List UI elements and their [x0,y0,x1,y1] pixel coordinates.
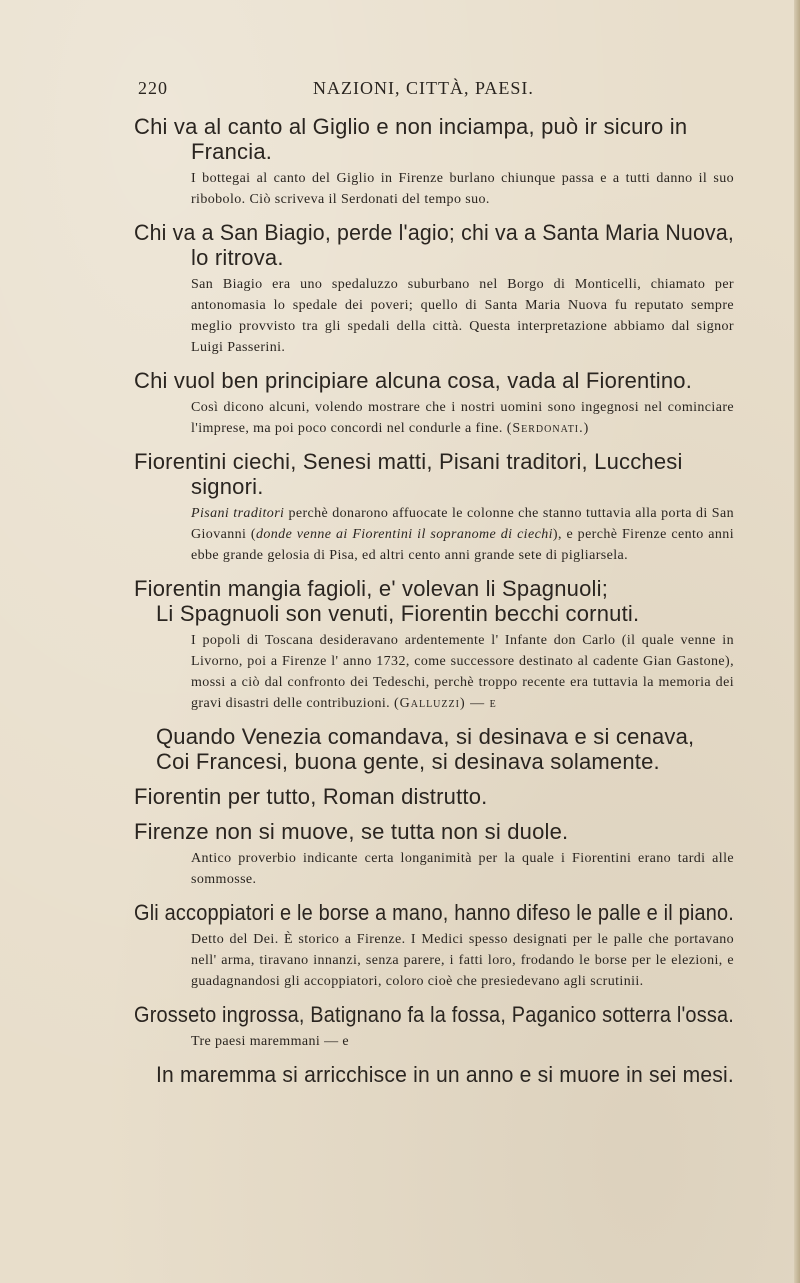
note-source: (Galluzzi) — e [393,696,497,711]
proverb-line: signori. [191,474,264,499]
proverb-note: San Biagio era uno spedaluzzo suburbano nel Borgo di Monticelli, chiamato per antonomasia lo spedale dei poveri; quello di Santa Maria Nuova fu reputato sempre meglio provvisto tra gli spedali della città. Questa interpretazione abbiamo dal signor Luigi Passerini. [191,277,734,355]
proverb-line: Grosseto ingrossa, Batignano fa la fossa, Paganico sotterra l'ossa. [134,1002,734,1027]
proverb-line: Chi va al canto al Giglio e non inciampa, può ir sicuro in [134,114,688,139]
page-number: 220 [138,78,168,98]
proverb-line: Fiorentin mangia fagioli, e' volevan li Spagnuoli; [134,576,609,601]
proverb-note [191,397,734,439]
proverb-line: In maremma si arricchisce in un anno e si muore in sei mesi. [156,1062,734,1087]
proverb-entry [134,449,734,566]
proverb-note [191,630,734,714]
proverb-note: Detto del Dei. È storico a Firenze. I Medici spesso designati per le palle che portavano nell' arma, tiravano innanzi, senza parere, i fatti loro, frodando le borse per le elezioni, e guadagnandosi gli accoppiatori, coloro cioè che presiedevano agli scrutinii. [191,932,734,989]
running-header [138,78,728,102]
proverb-line: Firenze non si muove, se tutta non si duole. [134,819,569,844]
proverb-note: Antico proverbio indicante certa longanimità per la quale i Fiorentini erano tardi alle sommosse. [191,851,734,887]
note-text: I popoli di Toscana desideravano ardentemente l' Infante don Carlo (il quale venne in Livorno, poi a Firenze l' anno 1732, come successore destinato al cadente Gian Gastone), mossi a ciò dal confronto dei Tedeschi, perchè troppo recente era tuttavia la memoria dei gravi disastri delle contribuzioni. [191,633,734,711]
note-italic: donde venne ai Fiorentini il sopranome di ciechi [255,527,553,542]
proverb-line: Fiorentin per tutto, Roman distrutto. [134,784,488,809]
proverb-note [191,503,734,566]
proverb-note: I bottegai al canto del Giglio in Firenze burlano chiunque passa e a tutti danno il suo ribobolo. Ciò scriveva il Serdonati del tempo suo. [191,171,734,207]
proverb-entry [134,1062,734,1087]
proverb-entry [134,576,734,714]
proverb-line: Fiorentini ciechi, Senesi matti, Pisani traditori, Lucchesi [134,449,683,474]
running-title: NAZIONI, CITTÀ, PAESI. [313,78,534,98]
note-text: perchè donarono affuocate le colonne che stanno tuttavia alla porta di San Giovanni ( [191,506,734,542]
proverb-line: lo ritrova. [191,245,284,270]
proverb-line: Coi Francesi, buona gente, si desinava solamente. [156,749,660,774]
page-edge [794,0,800,1283]
proverb-line: Quando Venezia comandava, si desinava e si cenava, [156,724,695,749]
note-text: Così dicono alcuni, volendo mostrare che i nostri uomini sono ingegnosi nel cominciare l'imprese, ma poi poco concordi nel condurle a fine. [191,400,734,436]
proverb-entry [134,368,734,439]
proverb-line: Gli accoppiatori e le borse a mano, hanno difeso le palle e il piano. [134,900,734,925]
proverb-line: Francia. [191,139,273,164]
note-text: ), e perchè Firenze cento anni ebbe grande gelosia di Pisa, ed altri cento anni grande sete di pigliarsela. [191,527,734,563]
page-body [134,114,734,1087]
proverb-entry [134,114,734,210]
proverb-line: Chi va a San Biagio, perde l'agio; chi va a Santa Maria Nuova, [134,220,734,245]
note-italic: Pisani traditori [191,506,285,521]
proverb-entry [134,900,734,992]
proverb-entry [134,784,734,819]
proverb-entry [134,220,734,358]
proverb-entry [134,819,734,890]
proverb-entry [134,724,734,784]
proverb-line: Li Spagnuoli son venuti, Fiorentin becchi cornuti. [156,601,640,626]
proverb-entry [134,1002,734,1052]
proverb-note: Tre paesi maremmani — e [191,1034,349,1049]
note-source: (Serdonati.) [506,421,590,436]
proverb-line: Chi vuol ben principiare alcuna cosa, vada al Fiorentino. [134,368,693,393]
